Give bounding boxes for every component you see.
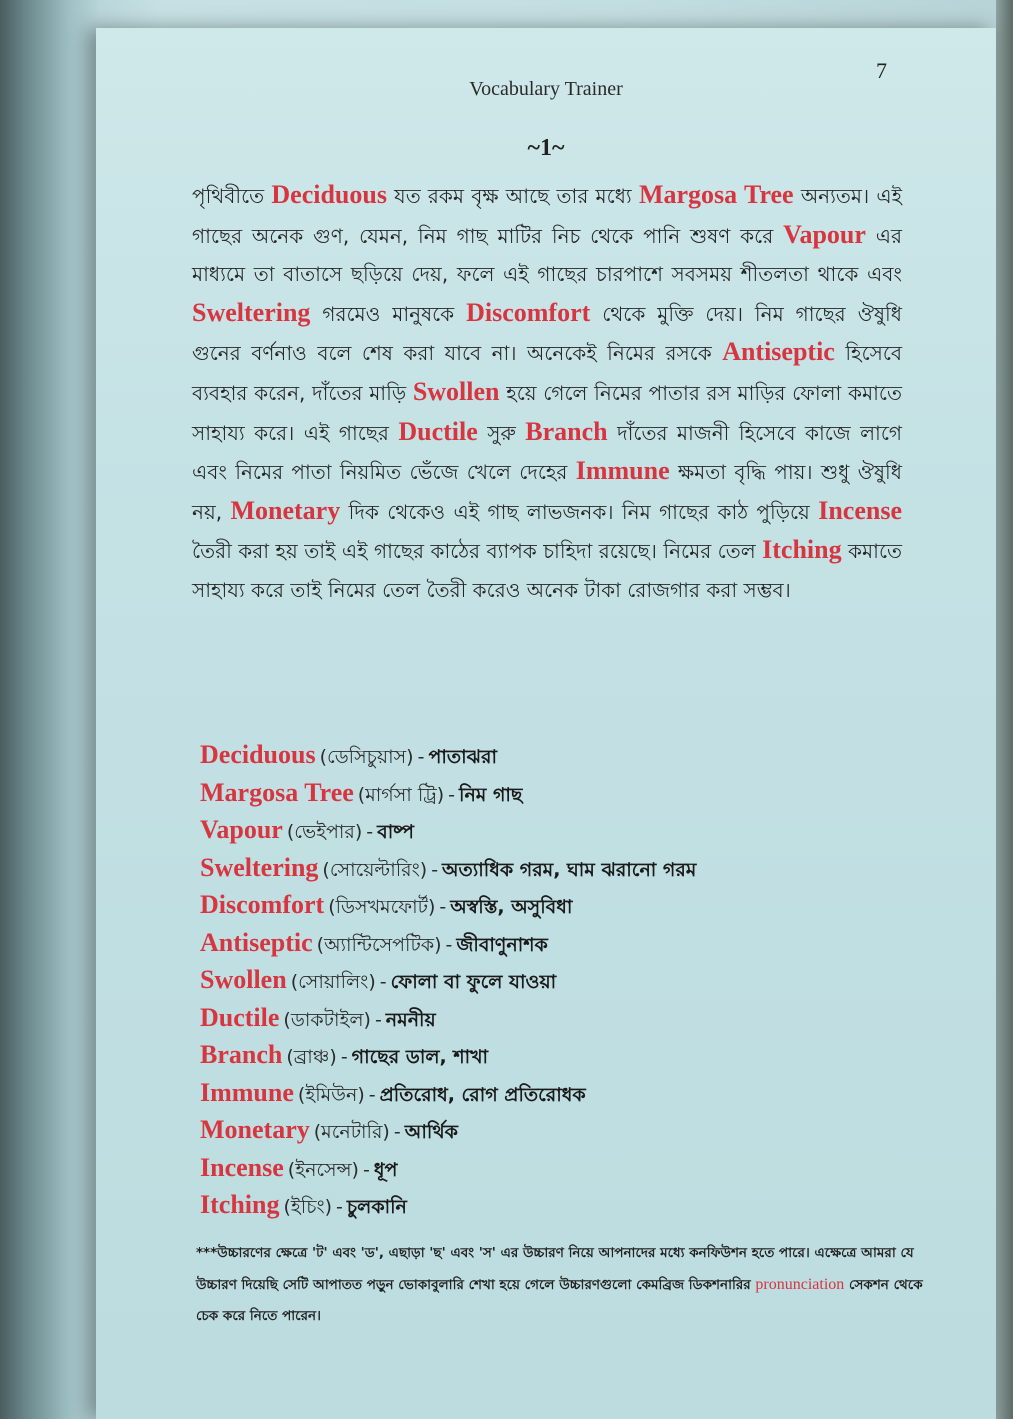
glossary-pronunciation: (ব্রাঞ্চ): [286, 1046, 337, 1068]
glossary-meaning: বাষ্প: [377, 821, 414, 843]
glossary-pronunciation: (ডিসখমফোর্ট): [328, 896, 436, 918]
glossary-pronunciation: (ইচিং): [283, 1196, 333, 1218]
passage-text: তৈরী করা হয় তাই এই গাছের কাঠের ব্যাপক চাহিদা রয়েছে। নিমের তেল: [192, 539, 763, 564]
story-passage: [192, 176, 902, 610]
glossary-term: Monetary: [200, 1115, 310, 1144]
glossary-pronunciation: (ডেসিচুয়াস): [319, 746, 414, 768]
glossary-meaning: অত্যাধিক গরম, ঘাম ঝরানো গরম: [442, 858, 697, 881]
glossary-meaning: নিম গাছ: [459, 783, 523, 806]
glossary-meaning: ফোলা বা ফুলে যাওয়া: [390, 971, 557, 993]
glossary-pronunciation: (ডাকটাইল): [283, 1008, 371, 1031]
glossary-meaning: গাছের ডাল, শাখা: [351, 1046, 489, 1068]
glossary-dash: -: [445, 933, 453, 956]
glossary-term: Sweltering: [200, 852, 319, 882]
glossary-dash: -: [439, 896, 447, 918]
glossary-meaning: নমনীয়: [385, 1008, 436, 1031]
glossary-term: Deciduous: [200, 740, 316, 769]
glossary-term: Branch: [200, 1040, 283, 1069]
vocab-highlight: Vapour: [783, 219, 866, 249]
vocab-highlight: Monetary: [230, 495, 341, 525]
glossary-entry: [200, 1186, 960, 1224]
glossary-dash: -: [340, 1046, 348, 1068]
glossary-term: Margosa Tree: [200, 777, 354, 807]
glossary-meaning: চুলকানি: [346, 1196, 407, 1218]
passage-text: হিসেবে ব্যবহার করেন, দাঁতের মাড়ি: [192, 341, 902, 405]
vocab-highlight: Swollen: [412, 376, 500, 406]
glossary-pronunciation: (ইমিউন): [297, 1083, 365, 1106]
glossary-entry: [200, 811, 960, 849]
vocab-highlight: Deciduous: [271, 180, 387, 209]
vocab-highlight: Discomfort: [466, 297, 591, 327]
glossary-term: Antiseptic: [200, 927, 313, 957]
glossary-meaning: ধূপ: [373, 1158, 398, 1181]
glossary-list: [200, 736, 960, 1224]
glossary-pronunciation: (অ্যান্টিসেপটিক): [316, 933, 442, 956]
footnote-highlight: pronunciation: [755, 1276, 845, 1293]
glossary-pronunciation: (মার্গসা ট্রি): [357, 783, 445, 806]
glossary-dash: -: [448, 783, 456, 806]
glossary-meaning: আর্থিক: [404, 1121, 458, 1143]
glossary-meaning: পাতাঝরা: [428, 746, 497, 768]
passage-text: যত রকম বৃক্ষ আছে তার মধ্যে: [386, 184, 639, 208]
glossary-pronunciation: (সোয়েল্টারিং): [322, 858, 428, 881]
glossary-entry: [200, 1111, 960, 1149]
vocab-highlight: Incense: [818, 495, 902, 525]
vocab-highlight: Margosa Tree: [638, 180, 794, 209]
passage-text: দিক থেকেও এই গাছ লাভজনক। নিম গাছের কাঠ পুড়িয়ে: [340, 499, 819, 524]
glossary-dash: -: [362, 1158, 370, 1181]
glossary-dash: -: [431, 858, 439, 881]
glossary-entry: [200, 736, 960, 774]
glossary-entry: [200, 999, 960, 1037]
glossary-entry: [200, 849, 960, 887]
glossary-pronunciation: (সোয়ালিং): [290, 971, 376, 993]
glossary-meaning: প্রতিরোধ, রোগ প্রতিরোধক: [379, 1083, 586, 1106]
glossary-dash: -: [366, 821, 374, 843]
glossary-dash: -: [417, 746, 425, 768]
chapter-marker: ~1~: [527, 135, 565, 161]
passage-text: অন্যতম। এই গাছের অনেক গুণ, যেমন, নিম গাছ মাটির নিচ থেকে পানি শুষণ করে: [192, 184, 902, 248]
glossary-term: Discomfort: [200, 890, 325, 919]
footnote: [196, 1238, 926, 1332]
glossary-term: Immune: [200, 1077, 294, 1107]
glossary-term: Vapour: [200, 815, 283, 844]
glossary-meaning: জীবাণুনাশক: [456, 933, 548, 956]
vocab-highlight: Immune: [575, 456, 670, 486]
glossary-term: Ductile: [200, 1002, 280, 1032]
glossary-term: Incense: [200, 1152, 284, 1182]
vocab-highlight: Antiseptic: [722, 337, 835, 367]
glossary-term: Itching: [200, 1190, 280, 1219]
glossary-entry: [200, 924, 960, 962]
glossary-dash: -: [379, 971, 387, 993]
book-page: [96, 28, 996, 1419]
glossary-entry: [200, 1149, 960, 1187]
running-header: Vocabulary Trainer: [469, 78, 623, 100]
passage-text: পৃথিবীতে: [192, 184, 272, 208]
vocab-highlight: Branch: [525, 416, 608, 446]
glossary-dash: -: [374, 1008, 382, 1031]
passage-text: দাঁতের মাজনী হিসেবে কাজে লাগে এবং নিমের পাতা নিয়মিত ভেঁজে খেলে দেহের: [192, 420, 902, 485]
glossary-term: Swollen: [200, 965, 287, 994]
passage-text: হয়ে গেলে নিমের পাতার রস মাড়ির ফোলা কমাতে সাহায্য করে। এই গাছের: [192, 380, 902, 445]
footnote-text: ***উচ্চারণের ক্ষেত্রে 'ট' এবং 'ড', এছাড়া 'ছ' এবং 'স' এর উচ্চারণ নিয়ে আপনাদের মধ্যে কনফিউশন হতে পারে। এক্ষেত্রে আমরা যে উচ্চারণ দিয়েছি সেটি আপাতত পড়ুন ভোকাবুলারি শেখা হয়ে গেলে উচ্চারণগুলো কেমব্রিজ ডিকশনারির: [196, 1245, 914, 1293]
glossary-meaning: অস্বস্তি, অসুবিধা: [450, 896, 573, 918]
passage-text: কমাতে সাহায্য করে তাই নিমের তেল তৈরী করেও অনেক টাকা রোজগার করা সম্ভব।: [192, 539, 902, 602]
glossary-pronunciation: (ইনসেন্স): [287, 1158, 359, 1181]
vocab-highlight: Itching: [762, 535, 842, 565]
glossary-dash: -: [336, 1196, 343, 1218]
passage-text: গরমেও মানুষকে: [310, 301, 467, 326]
glossary-entry: [200, 1074, 960, 1112]
vocab-highlight: Ductile: [398, 416, 478, 446]
page-edge: [996, 0, 1013, 1419]
passage-text: ক্ষমতা বৃদ্ধি পায়। শুধু ঔষুধি নয়,: [192, 460, 902, 524]
glossary-entry: [200, 961, 960, 999]
glossary-entry: [200, 886, 960, 924]
glossary-entry: [200, 774, 960, 812]
passage-text: এর মাধ্যমে তা বাতাসে ছড়িয়ে দেয়, ফলে এই গাছের চারপাশে সবসময় শীতলতা থাকে এবং: [192, 223, 903, 287]
passage-text: থেকে মুক্তি দেয়। নিম গাছের ঔষুধি গুনের বর্ণনাও বলে শেষ করা যাবে না। অনেকেই নিমের রসকে: [192, 301, 902, 366]
page-number: 7: [876, 58, 887, 83]
glossary-dash: -: [393, 1121, 401, 1143]
glossary-pronunciation: (মনেটারি): [313, 1121, 390, 1143]
footnote-text-end: সেকশন থেকে চেক করে নিতে পারেন।: [196, 1277, 923, 1324]
passage-text: সুরু: [477, 420, 526, 445]
glossary-dash: -: [368, 1083, 376, 1106]
glossary-pronunciation: (ভেইপার): [286, 821, 363, 843]
vocab-highlight: Sweltering: [192, 297, 311, 327]
glossary-entry: [200, 1036, 960, 1074]
